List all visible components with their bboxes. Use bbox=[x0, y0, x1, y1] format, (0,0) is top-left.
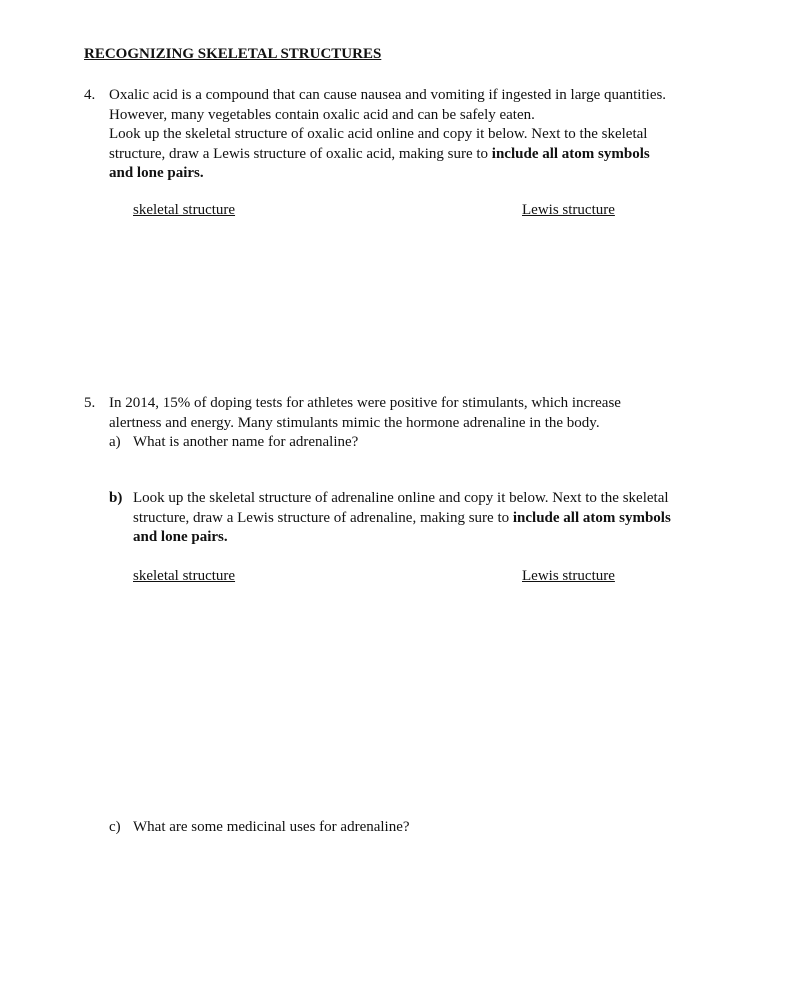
q5b-line-2-plain: structure, draw a Lewis structure of adrenaline, making sure to bbox=[133, 509, 513, 526]
q5b-line-3-bold: and lone pairs. bbox=[133, 529, 228, 545]
q5a-text: What is another name for adrenaline? bbox=[133, 434, 359, 450]
question-5-text bbox=[109, 394, 729, 433]
q4-line-3: Look up the skeletal structure of oxalic acid online and copy it below. Next to the skeletal bbox=[109, 126, 648, 142]
question-4-number: 4. bbox=[84, 87, 96, 103]
q4-line-2: However, many vegetables contain oxalic acid and can be safely eaten. bbox=[109, 106, 535, 123]
q5b-line-2 bbox=[133, 509, 733, 529]
q4-line-4 bbox=[109, 145, 729, 165]
q5-skeletal-structure-label: skeletal structure bbox=[133, 568, 236, 584]
q4-line-4-plain: structure, draw a Lewis structure of oxalic acid, making sure to bbox=[109, 145, 492, 162]
q5a-letter: a) bbox=[109, 434, 121, 450]
q5b-line-3 bbox=[133, 528, 733, 548]
q5-line-2: alertness and energy. Many stimulants mimic the hormone adrenaline in the body. bbox=[109, 414, 600, 431]
q5c-text: What are some medicinal uses for adrenaline? bbox=[133, 819, 410, 835]
q4-lewis-structure-label: Lewis structure bbox=[522, 202, 615, 218]
q4-skeletal-structure-label: skeletal structure bbox=[133, 202, 236, 218]
page-title: RECOGNIZING SKELETAL STRUCTURES bbox=[84, 46, 382, 62]
q4-line-4-bold: include all atom symbols bbox=[491, 145, 650, 162]
q5-line-1: In 2014, 15% of doping tests for athletes were positive for stimulants, which increase bbox=[109, 395, 621, 411]
question-5b-text bbox=[133, 489, 733, 548]
q4-line-5-bold: and lone pairs. bbox=[109, 165, 204, 181]
q5b-letter: b) bbox=[109, 490, 123, 506]
q5c-letter: c) bbox=[109, 819, 121, 835]
q4-line-1: Oxalic acid is a compound that can cause nausea and vomiting if ingested in large quantities. bbox=[109, 87, 667, 103]
question-5-number: 5. bbox=[84, 395, 96, 411]
question-5c bbox=[109, 818, 410, 838]
question-4-text bbox=[109, 86, 729, 184]
q5b-line-2-bold: include all atom symbols bbox=[512, 509, 671, 526]
question-5a bbox=[109, 433, 358, 453]
q5-lewis-structure-label: Lewis structure bbox=[522, 568, 615, 584]
q5b-line-1: Look up the skeletal structure of adrenaline online and copy it below. Next to the skeletal bbox=[133, 490, 669, 506]
q4-line-5 bbox=[109, 164, 729, 184]
